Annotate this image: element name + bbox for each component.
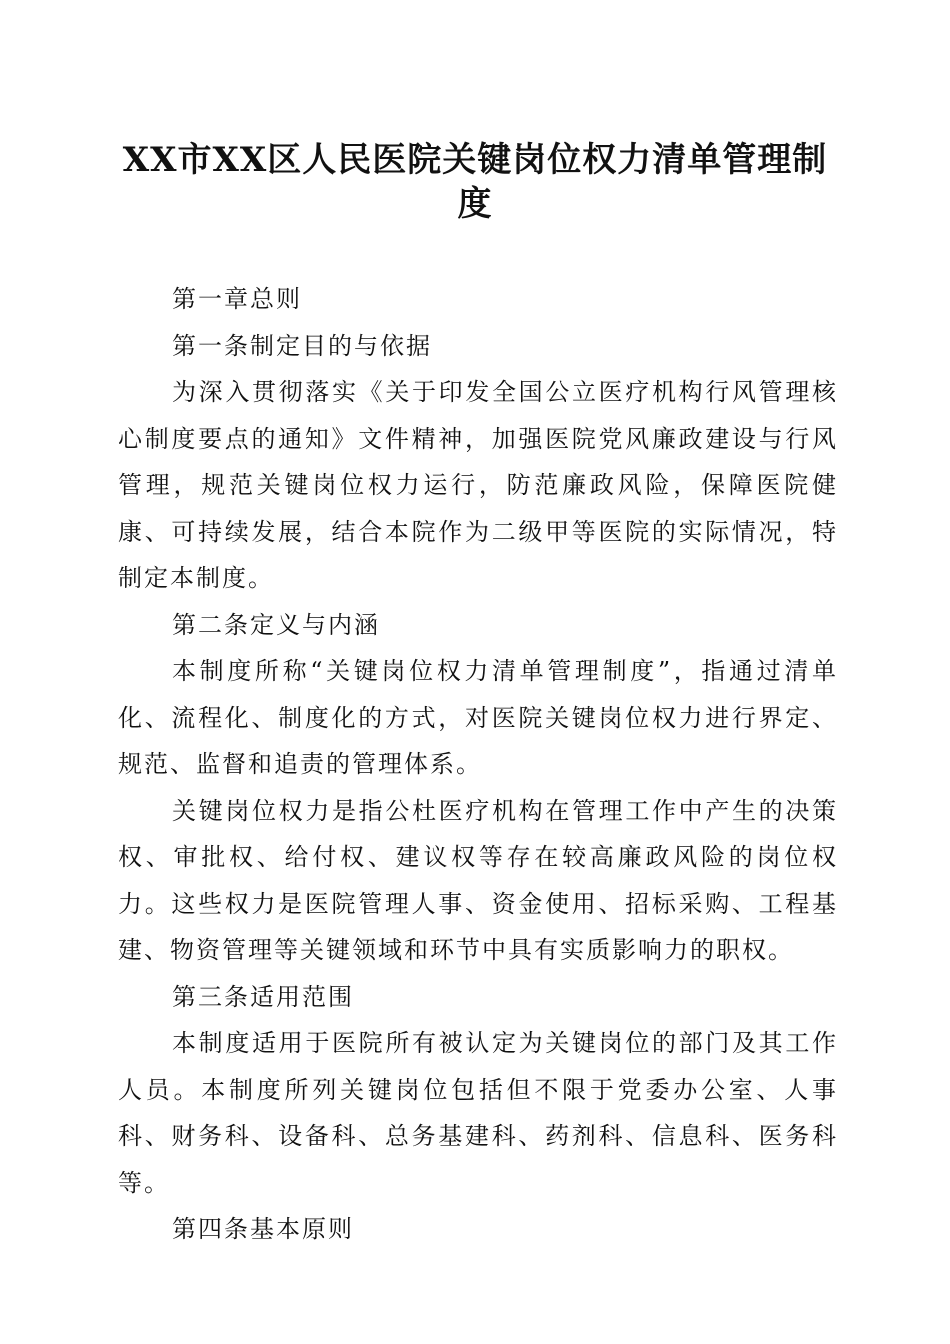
document-body bbox=[118, 276, 838, 1253]
paragraph: 本制度所称“关键岗位权力清单管理制度”，指通过清单化、流程化、制度化的方式，对医院关键岗位权力进行界定、规范、监督和追责的管理体系。 bbox=[118, 657, 838, 778]
paragraph: 本制度适用于医院所有被认定为关键岗位的部门及其工作人员。本制度所列关键岗位包括但不限于党委办公室、人事科、财务科、设备科、总务基建科、药剂科、信息科、医务科等。 bbox=[118, 1029, 838, 1197]
paragraph: 为深入贯彻落实《关于印发全国公立医疗机构行风管理核心制度要点的通知》文件精神，加强医院党风廉政建设与行风管理，规范关键岗位权力运行，防范廉政风险，保障医院健康、可持续发展，结合本院作为二级甲等医院的实际情况，特制定本制度。 bbox=[118, 378, 838, 592]
article-heading: 第三条适用范围 bbox=[172, 982, 354, 1011]
paragraph: 关键岗位权力是指公杜医疗机构在管理工作中产生的决策权、审批权、给付权、建议权等存在较高廉政风险的岗位权力。这些权力是医院管理人事、资金使用、招标采购、工程基建、物资管理等关键领域和环节中具有实质影响力的职权。 bbox=[118, 796, 838, 964]
chapter-heading: 第一章总则 bbox=[172, 285, 302, 313]
article-heading: 第二条定义与内涵 bbox=[172, 610, 380, 639]
article-heading: 第一条制定目的与依据 bbox=[172, 331, 432, 360]
document-title: XX市XX区人民医院关键岗位权力清单管理制度 bbox=[122, 140, 828, 224]
article-heading: 第四条基本原则 bbox=[172, 1215, 354, 1243]
